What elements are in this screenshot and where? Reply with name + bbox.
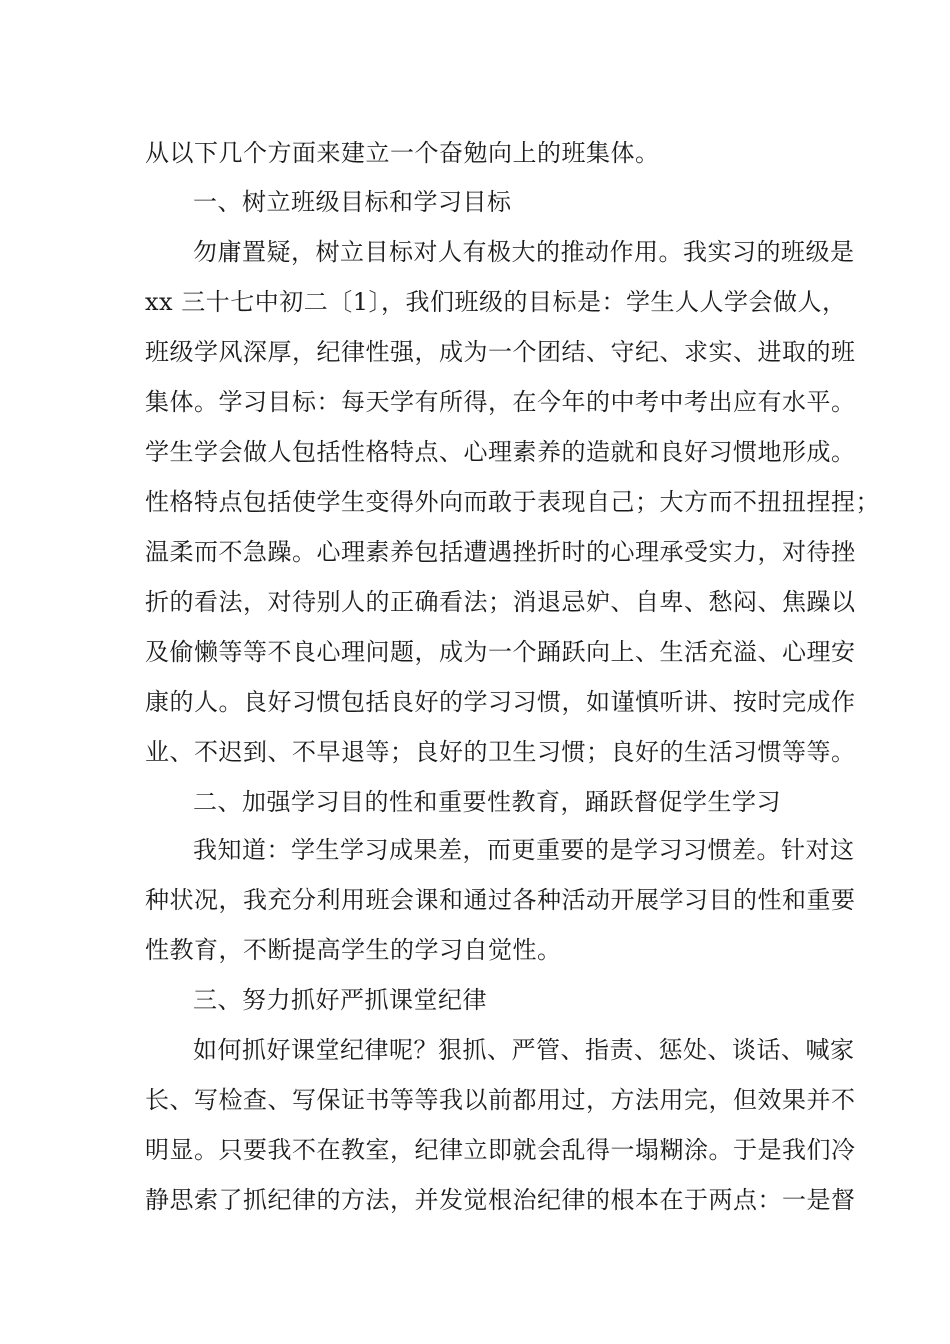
text-line: 种状况，我充分利用班会课和通过各种活动开展学习目的性和重要 bbox=[145, 886, 856, 914]
text-line: 明显。只要我不在教室，纪律立即就会乱得一塌糊涂。于是我们冷 bbox=[145, 1136, 856, 1164]
text-line: 从以下几个方面来建立一个奋勉向上的班集体。 bbox=[145, 139, 660, 167]
text-line: 班级学风深厚，纪律性强，成为一个团结、守纪、求实、进取的班 bbox=[145, 338, 856, 366]
text-line: 业、不迟到、不早退等；良好的卫生习惯；良好的生活习惯等等。 bbox=[145, 738, 856, 766]
text-line: 我知道：学生学习成果差，而更重要的是学习习惯差。针对这 bbox=[193, 836, 855, 864]
text-line: 温柔而不急躁。心理素养包括遭遇挫折时的心理承受实力，对待挫 bbox=[145, 538, 856, 566]
text-line: xx 三十七中初二〔1〕，我们班级的目标是：学生人人学会做人， bbox=[145, 288, 847, 316]
text-line: 性格特点包括使学生变得外向而敢于表现自己；大方而不扭扭捏捏； bbox=[145, 488, 880, 516]
text-line: 康的人。良好习惯包括良好的学习习惯，如谨慎听讲、按时完成作 bbox=[145, 688, 856, 716]
text-line: 折的看法，对待别人的正确看法；消退忌妒、自卑、愁闷、焦躁以 bbox=[145, 588, 856, 616]
text-line: 长、写检查、写保证书等等我以前都用过，方法用完，但效果并不 bbox=[145, 1086, 856, 1114]
section-heading: 三、努力抓好严抓课堂纪律 bbox=[193, 986, 487, 1014]
section-heading: 一、树立班级目标和学习目标 bbox=[193, 188, 512, 216]
text-line: 静思索了抓纪律的方法，并发觉根治纪律的根本在于两点：一是督 bbox=[145, 1186, 856, 1214]
text-line: 集体。学习目标：每天学有所得，在今年的中考中考出应有水平。 bbox=[145, 388, 856, 416]
text-line: 勿庸置疑，树立目标对人有极大的推动作用。我实习的班级是 bbox=[193, 238, 855, 266]
text-line: 如何抓好课堂纪律呢？狠抓、严管、指责、惩处、谈话、喊家 bbox=[193, 1036, 855, 1064]
text-line: 学生学会做人包括性格特点、心理素养的造就和良好习惯地形成。 bbox=[145, 438, 856, 466]
text-line: 及偷懒等等不良心理问题，成为一个踊跃向上、生活充溢、心理安 bbox=[145, 638, 856, 666]
section-heading: 二、加强学习目的性和重要性教育，踊跃督促学生学习 bbox=[193, 788, 781, 816]
text-line: 性教育，不断提高学生的学习自觉性。 bbox=[145, 936, 562, 964]
